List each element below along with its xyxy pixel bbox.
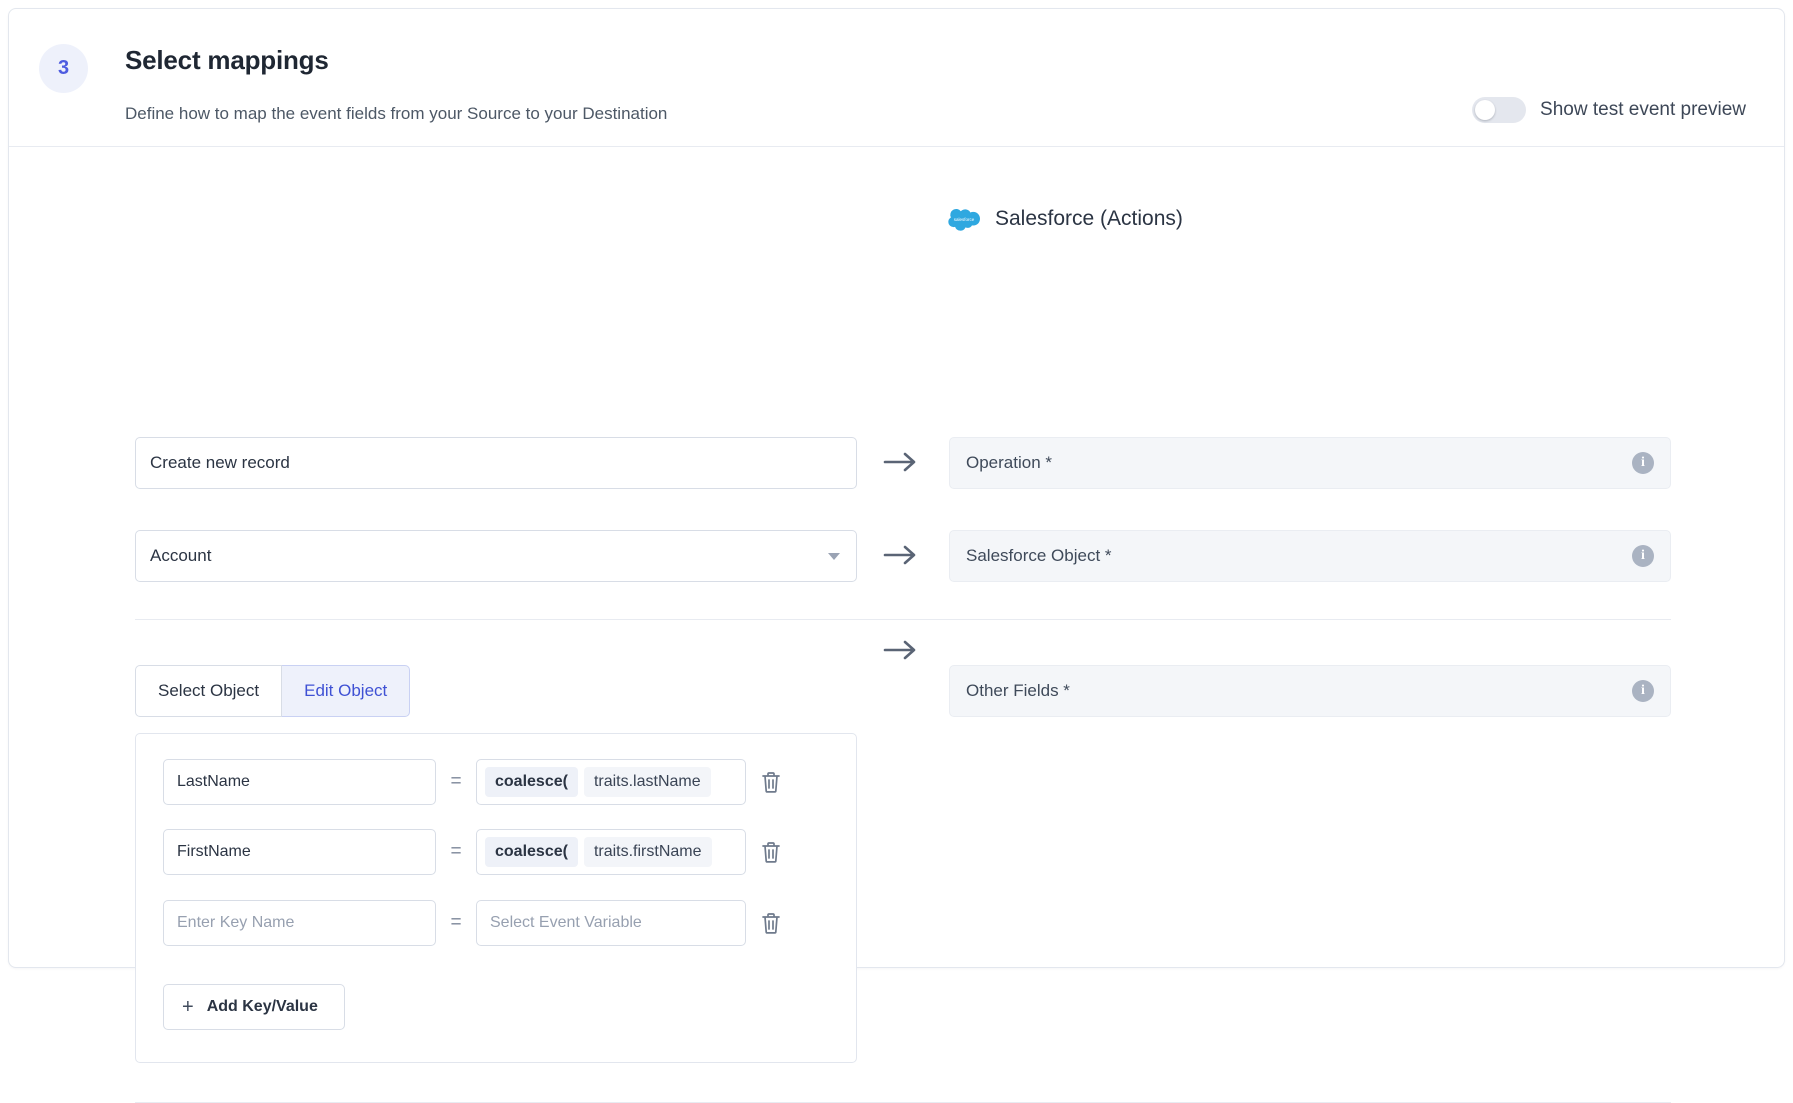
event-variable-input[interactable]: Select Event Variable	[476, 900, 746, 946]
salesforce-cloud-icon	[947, 207, 981, 231]
show-test-event-preview-switch[interactable]	[1472, 97, 1526, 123]
info-icon[interactable]: i	[1632, 680, 1654, 702]
salesforce-object-field	[949, 530, 1671, 582]
key-name-input[interactable]: FirstName	[163, 829, 436, 875]
plus-icon: +	[182, 996, 194, 1018]
operation-value-input[interactable]	[135, 437, 857, 489]
key-value-row	[163, 829, 782, 875]
equals-sign: =	[450, 841, 462, 862]
equals-sign: =	[450, 912, 462, 933]
salesforce-object-select[interactable]	[135, 530, 857, 582]
variable-chip[interactable]: traits.firstName	[584, 837, 712, 867]
function-chip[interactable]: coalesce(	[485, 837, 578, 867]
tab-edit-object[interactable]: Edit Object	[282, 665, 410, 717]
add-key-value-label: Add Key/Value	[206, 998, 318, 1015]
card-header	[9, 9, 1784, 147]
mapping-arrow-icon	[883, 540, 919, 570]
operation-field	[949, 437, 1671, 489]
key-name-input[interactable]: Enter Key Name	[163, 900, 436, 946]
operation-value-text: Create new record	[150, 453, 290, 472]
step-number-badge: 3	[39, 44, 88, 93]
other-fields-field-label: Other Fields *	[966, 681, 1070, 700]
event-variable-input[interactable]	[476, 759, 746, 805]
page-title: Select mappings	[125, 45, 329, 75]
key-value-editor	[135, 733, 857, 1063]
info-icon[interactable]: i	[1632, 545, 1654, 567]
destination-header	[947, 207, 1183, 231]
salesforce-object-value-text: Account	[150, 546, 212, 565]
select-mappings-card	[8, 8, 1785, 1018]
other-fields-field	[949, 665, 1671, 717]
mapping-arrow-icon	[883, 635, 919, 665]
function-chip[interactable]: coalesce(	[485, 767, 578, 797]
section-divider	[135, 619, 1671, 620]
operation-field-label: Operation *	[966, 453, 1052, 472]
key-value-row	[163, 900, 782, 946]
trash-icon[interactable]	[760, 911, 782, 935]
chevron-down-icon[interactable]	[828, 553, 840, 560]
object-mode-tabs	[135, 665, 410, 717]
add-key-value-button[interactable]	[163, 984, 345, 1030]
switch-knob	[1475, 100, 1495, 120]
svg-text:salesforce: salesforce	[953, 217, 975, 222]
event-variable-input[interactable]	[476, 829, 746, 875]
trash-icon[interactable]	[760, 770, 782, 794]
show-test-event-preview-label: Show test event preview	[1540, 99, 1746, 120]
salesforce-object-field-label: Salesforce Object *	[966, 546, 1112, 565]
tab-select-object[interactable]: Select Object	[135, 665, 282, 717]
variable-chip[interactable]: traits.lastName	[584, 767, 711, 797]
key-value-row	[163, 759, 782, 805]
trash-icon[interactable]	[760, 840, 782, 864]
test-event-preview-toggle-group[interactable]	[1472, 97, 1746, 123]
destination-name: Salesforce (Actions)	[995, 207, 1183, 230]
page-subtitle: Define how to map the event fields from your Source to your Destination	[125, 104, 668, 123]
mapping-arrow-icon	[883, 447, 919, 477]
key-name-input[interactable]: LastName	[163, 759, 436, 805]
info-icon[interactable]: i	[1632, 452, 1654, 474]
equals-sign: =	[450, 771, 462, 792]
